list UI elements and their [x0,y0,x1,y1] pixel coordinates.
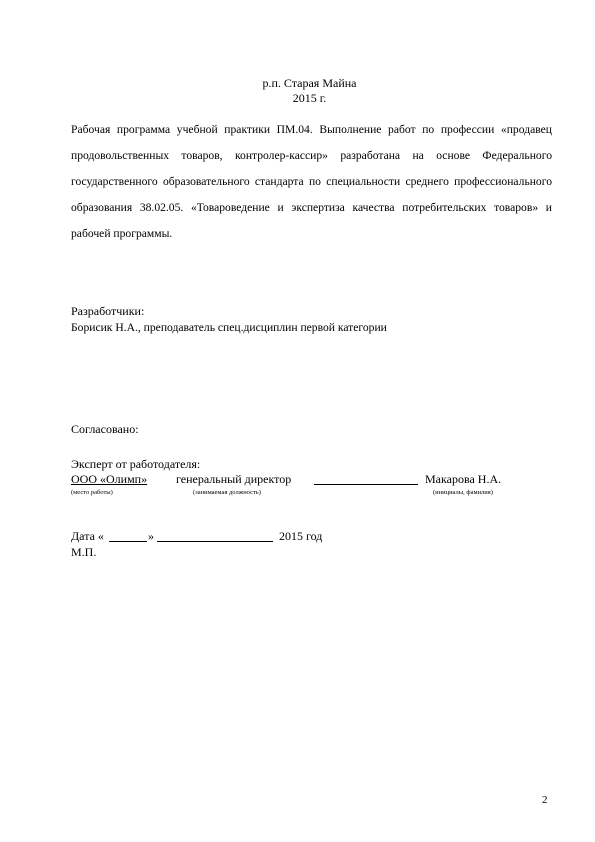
date-close-quote: » [148,529,154,543]
developers-text: Борисик Н.А., преподаватель спец.дисциплин первой категории [71,321,387,334]
signature-line [314,484,418,485]
caption-initials: (инициалы, фамилия) [433,489,493,496]
caption-workplace: (место работы) [71,489,113,496]
header-place: р.п. Старая Майна [262,76,357,90]
caption-position: (занимаемая должность) [193,489,261,496]
page-number: 2 [542,794,548,806]
date-row [71,528,371,544]
document-header [0,76,595,106]
agreed-label: Согласовано: [71,422,139,436]
organization-name: ООО «Олимп» [71,472,148,486]
header-year: 2015 г. [292,91,327,105]
signer-name: Макарова Н.А. [425,472,502,486]
expert-label: Эксперт от работодателя: [71,457,201,471]
signer-position: генеральный директор [176,472,292,486]
date-label: Дата « [71,529,104,543]
signature-row [71,471,531,489]
intro-paragraph: Рабочая программа учебной практики ПМ.04. Выполнение работ по профессии «продавец продовольственных товаров, контролер-кассир» разработана на основе Федерального государственного образовательного стандарта по специальности среднего профессионального образования 38.02.05. «Товароведение и экспертиза качества потребительских товаров» и рабочей программы. [71,123,552,240]
stamp-label: М.П. [71,545,97,559]
date-year-text: 2015 год [279,529,323,543]
developers-label: Разработчики: [71,304,145,318]
date-month-line [157,541,273,542]
date-day-line [109,541,147,542]
signature-captions [71,489,531,499]
